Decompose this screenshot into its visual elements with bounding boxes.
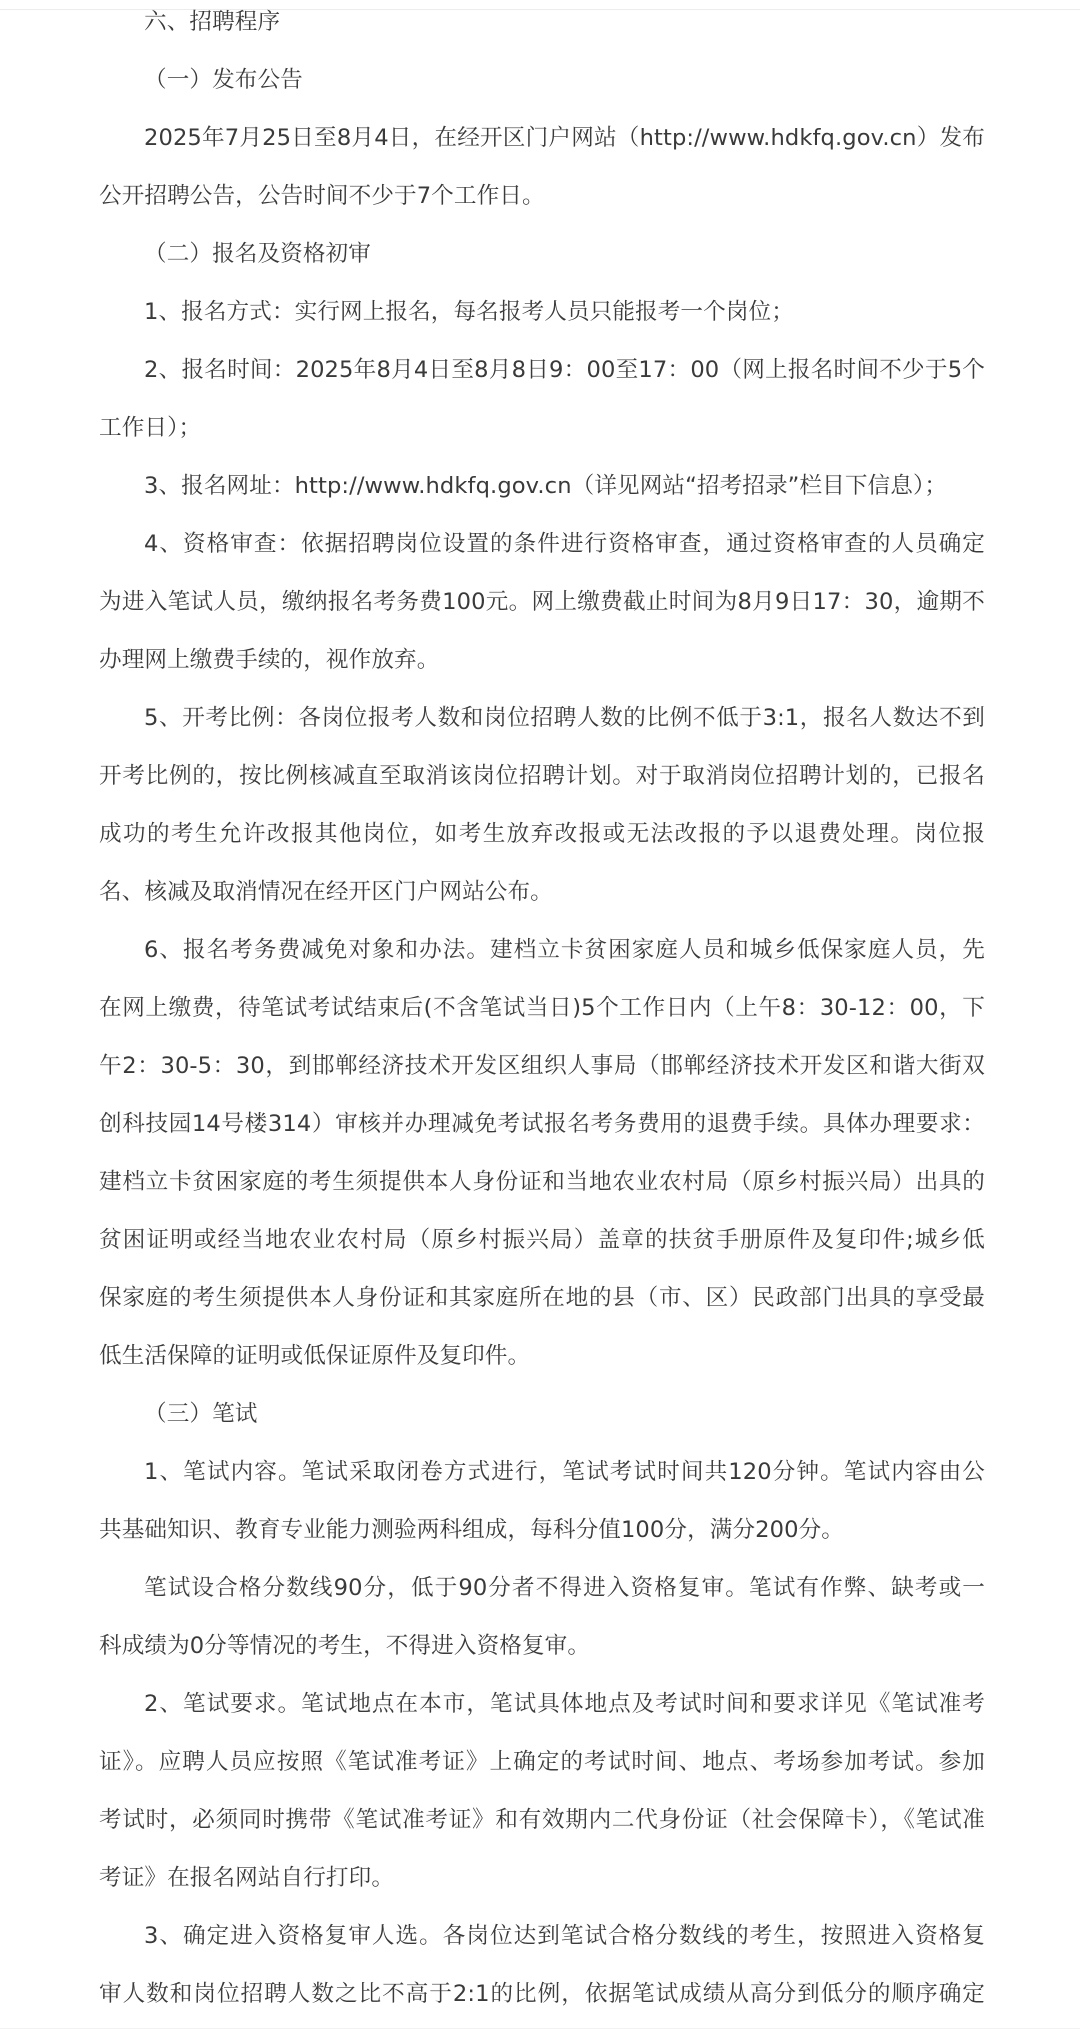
paragraph-line: 建档立卡贫困家庭的考生须提供本人身份证和当地农业农村局（原乡村振兴局）出具的	[99, 1169, 985, 1195]
paragraph-line: 创科技园14号楼314）审核并办理减免考试报名考务费用的退费手续。具体办理要求：	[99, 1111, 985, 1137]
paragraph-line: 科成绩为0分等情况的考生，不得进入资格复审。	[99, 1633, 591, 1659]
paragraph-line: 低生活保障的证明或低保证原件及复印件。	[99, 1343, 531, 1369]
paragraph-line: 贫困证明或经当地农业农村局（原乡村振兴局）盖章的扶贫手册原件及复印件;城乡低	[99, 1227, 985, 1253]
paragraph-line: 考证》在报名网站自行打印。	[99, 1865, 395, 1891]
registration-item-time: 2、报名时间：2025年8月4日至8月8日9：00至17：00（网上报名时间不少于5个	[144, 357, 985, 383]
paragraph-line: 保家庭的考生须提供本人身份证和其家庭所在地的县（市、区）民政部门出具的享受最	[99, 1285, 985, 1311]
exam-item-content: 1、笔试内容。笔试采取闭卷方式进行，笔试考试时间共120分钟。笔试内容由公	[144, 1459, 985, 1485]
subsection-heading-written-exam: （三）笔试	[144, 1401, 258, 1427]
paragraph-line: 办理网上缴费手续的，视作放弃。	[99, 647, 440, 673]
exam-item-review-candidates: 3、确定进入资格复审人选。各岗位达到笔试合格分数线的考生，按照进入资格复	[144, 1923, 985, 1949]
exam-passing-score: 笔试设合格分数线90分，低于90分者不得进入资格复审。笔试有作弊、缺考或一	[144, 1575, 985, 1601]
paragraph-line: 审人数和岗位招聘人数之比不高于2:1的比例，依据笔试成绩从高分到低分的顺序确定	[99, 1981, 985, 2007]
paragraph-line: 公开招聘公告，公告时间不少于7个工作日。	[99, 183, 545, 209]
paragraph-line: 开考比例的，按比例核减直至取消该岗位招聘计划。对于取消岗位招聘计划的，已报名	[99, 763, 985, 789]
subsection-heading-announcement: （一）发布公告	[144, 67, 303, 93]
exam-item-requirements: 2、笔试要求。笔试地点在本市，笔试具体地点及考试时间和要求详见《笔试准考	[144, 1691, 985, 1717]
paragraph-line: 工作日）；	[99, 415, 202, 441]
paragraph-line: 午2：30-5：30，到邯郸经济技术开发区组织人事局（邯郸经济技术开发区和谐大街双	[99, 1053, 985, 1079]
registration-item-ratio: 5、开考比例：各岗位报考人数和岗位招聘人数的比例不低于3:1，报名人数达不到	[144, 705, 985, 731]
paragraph-line: 名、核减及取消情况在经开区门户网站公布。	[99, 879, 553, 905]
registration-item-website: 3、报名网址：http://www.hdkfq.gov.cn（详见网站“招考招录”栏目下信息）；	[144, 473, 948, 499]
registration-item-fee-waiver: 6、报名考务费减免对象和办法。建档立卡贫困家庭人员和城乡低保家庭人员，先	[144, 937, 985, 963]
paragraph-line: 考试时，必须同时携带《笔试准考证》和有效期内二代身份证（社会保障卡），《笔试准	[99, 1807, 985, 1833]
paragraph-line: 成功的考生允许改报其他岗位，如考生放弃改报或无法改报的予以退费处理。岗位报	[99, 821, 985, 847]
paragraph-line: 在网上缴费，待笔试考试结束后(不含笔试当日)5个工作日内（上午8：30-12：00，下	[99, 995, 985, 1021]
paragraph-line: 为进入笔试人员，缴纳报名考务费100元。网上缴费截止时间为8月9日17：30，逾期不	[99, 589, 985, 615]
registration-item-review: 4、资格审查：依据招聘岗位设置的条件进行资格审查，通过资格审查的人员确定	[144, 531, 985, 557]
bottom-divider	[0, 2028, 1080, 2029]
paragraph-line: 证》。应聘人员应按照《笔试准考证》上确定的考试时间、地点、考场参加考试。参加	[99, 1749, 985, 1775]
registration-item-method: 1、报名方式：实行网上报名，每名报考人员只能报考一个岗位；	[144, 299, 794, 325]
section-heading: 六、招聘程序	[144, 9, 281, 35]
paragraph-line: 共基础知识、教育专业能力测验两科组成，每科分值100分，满分200分。	[99, 1517, 844, 1543]
subsection-heading-registration: （二）报名及资格初审	[144, 241, 371, 267]
paragraph-line: 2025年7月25日至8月4日，在经开区门户网站（http://www.hdkfq.gov.cn）发布	[144, 125, 985, 151]
